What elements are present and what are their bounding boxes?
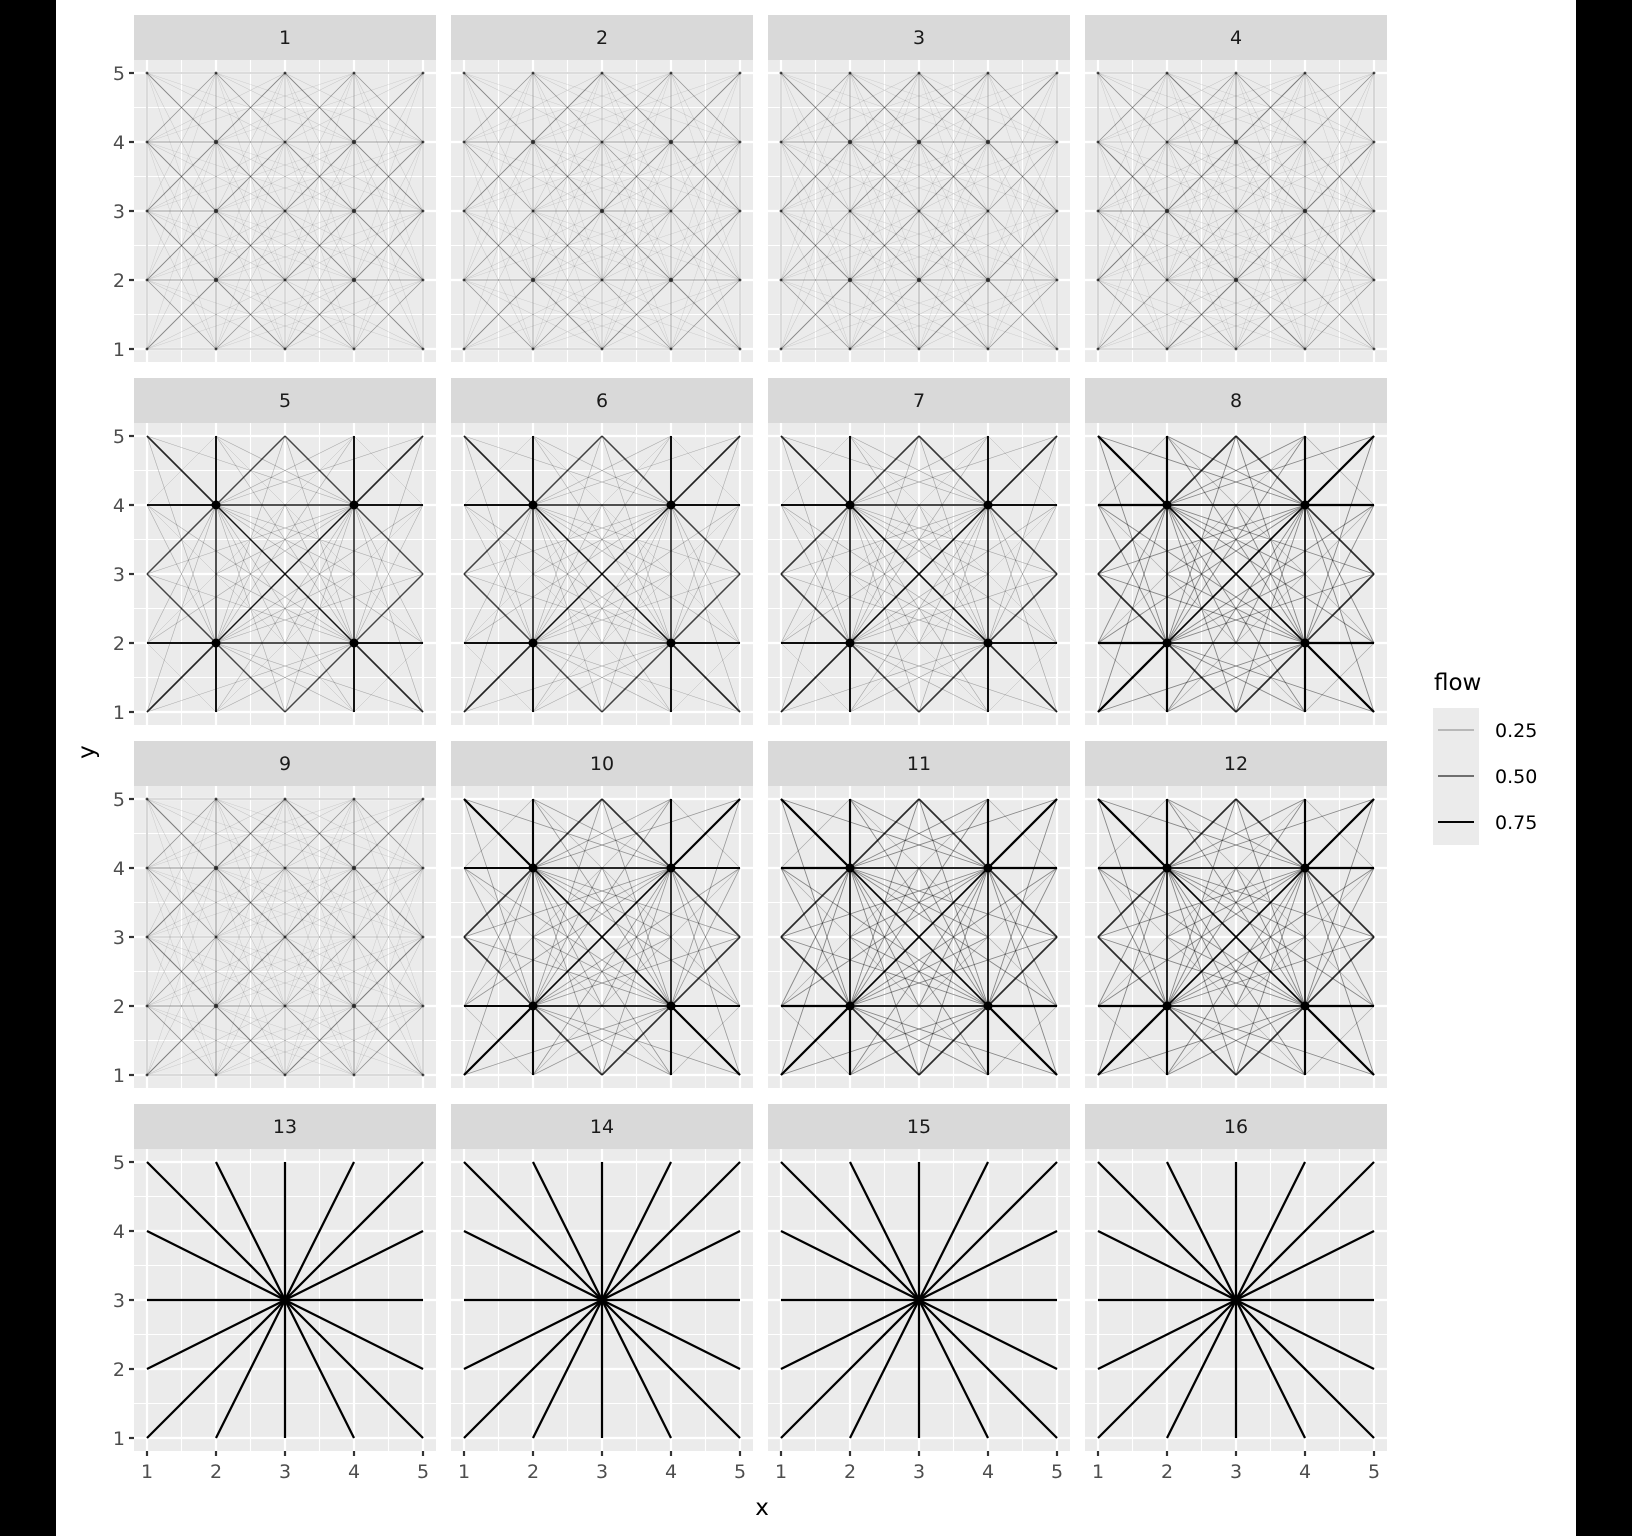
facet-strip-label: 8	[1229, 390, 1243, 412]
y-tick-label: 4	[112, 495, 125, 517]
facet-strip-label: 14	[589, 1116, 615, 1138]
x-tick-label: 2	[843, 1461, 857, 1483]
hub-node	[350, 501, 359, 510]
facet-panel-14	[451, 1104, 753, 1451]
y-tick-label: 1	[112, 1065, 125, 1087]
facet-strip-label: 2	[595, 27, 609, 49]
hub-node	[529, 1002, 538, 1011]
facet-strip-label: 10	[589, 753, 615, 775]
y-tick-label: 3	[112, 201, 125, 223]
x-tick-label: 4	[347, 1461, 361, 1483]
x-tick-label: 3	[278, 1461, 292, 1483]
y-tick-label: 4	[112, 858, 125, 880]
flow-edges	[147, 1162, 423, 1438]
x-tick-label: 2	[1160, 1461, 1174, 1483]
facet-panel-11	[768, 741, 1070, 1088]
y-tick-label: 3	[112, 564, 125, 586]
x-tick-label: 1	[774, 1461, 788, 1483]
x-axis-title: x	[755, 1495, 769, 1521]
facet-strip-label: 7	[912, 390, 926, 412]
facet-strip-label: 3	[912, 27, 926, 49]
x-tick-label: 3	[1229, 1461, 1243, 1483]
y-tick-label: 3	[112, 1290, 125, 1312]
plot-canvas	[56, 0, 1576, 1536]
facet-strip-label: 6	[595, 390, 609, 412]
flow-edges	[146, 798, 425, 1077]
x-tick-label: 5	[1050, 1461, 1064, 1483]
hub-node	[846, 501, 855, 510]
x-tick-label: 4	[664, 1461, 678, 1483]
hub-node	[212, 501, 221, 510]
facet-panel-10	[451, 741, 753, 1088]
hub-node	[1163, 639, 1172, 648]
facet-panel-6	[451, 378, 753, 725]
flow-edges	[146, 72, 425, 351]
facet-panel-2	[451, 15, 753, 362]
facet-strip-label: 1	[278, 27, 292, 49]
y-tick-label: 5	[112, 1152, 125, 1174]
y-axis-title: y	[74, 745, 100, 759]
y-tick-label: 5	[112, 63, 125, 85]
facet-panel-16	[1085, 1104, 1387, 1451]
facet-strip-label: 13	[272, 1116, 298, 1138]
y-tick-label: 4	[112, 1221, 125, 1243]
y-tick-label: 2	[112, 633, 125, 655]
facet-strip-label: 9	[278, 753, 292, 775]
hub-node	[1301, 501, 1310, 510]
x-tick-label: 5	[733, 1461, 747, 1483]
y-tick-label: 1	[112, 1428, 125, 1450]
legend-label: 0.25	[1495, 720, 1538, 742]
hub-node	[1163, 1002, 1172, 1011]
hub-node	[984, 1002, 993, 1011]
hub-node	[667, 639, 676, 648]
y-tick-label: 2	[112, 270, 125, 292]
facet-panel-4	[1085, 15, 1387, 362]
flow-edges	[1097, 72, 1376, 351]
x-tick-label: 3	[912, 1461, 926, 1483]
hub-node	[667, 1002, 676, 1011]
y-tick-label: 1	[112, 339, 125, 361]
y-tick-label: 1	[112, 702, 125, 724]
x-tick-label: 4	[981, 1461, 995, 1483]
hub-node	[529, 501, 538, 510]
hub-node	[846, 639, 855, 648]
hub-node	[915, 1296, 923, 1304]
hub-node	[529, 864, 538, 873]
hub-node	[350, 639, 359, 648]
flow-edges	[1098, 1162, 1374, 1438]
legend-title: flow	[1434, 670, 1482, 696]
y-axes	[113, 63, 134, 1450]
hub-node	[1301, 1002, 1310, 1011]
hub-node	[984, 864, 993, 873]
hub-node	[281, 1296, 289, 1304]
hub-node	[846, 1002, 855, 1011]
hub-node	[212, 639, 221, 648]
hub-node	[1163, 864, 1172, 873]
hub-node	[529, 639, 538, 648]
x-tick-label: 1	[140, 1461, 154, 1483]
y-tick-label: 5	[112, 789, 125, 811]
hub-node	[667, 501, 676, 510]
x-tick-label: 5	[1367, 1461, 1381, 1483]
facet-panels	[134, 15, 1387, 1451]
facet-network-chart	[56, 0, 1576, 1536]
hub-node	[1232, 1296, 1240, 1304]
facet-panel-9	[134, 741, 436, 1088]
hub-node	[1163, 501, 1172, 510]
y-tick-label: 5	[112, 426, 125, 448]
x-tick-label: 2	[526, 1461, 540, 1483]
hub-node	[1301, 639, 1310, 648]
flow-edges	[464, 1162, 740, 1438]
hub-node	[667, 864, 676, 873]
x-tick-label: 3	[595, 1461, 609, 1483]
hub-node	[984, 639, 993, 648]
facet-strip-label: 11	[906, 753, 932, 775]
facet-panel-3	[768, 15, 1070, 362]
facet-panel-13	[134, 1104, 436, 1451]
x-tick-label: 4	[1298, 1461, 1312, 1483]
flow-edges	[463, 72, 742, 351]
hub-node	[984, 501, 993, 510]
y-tick-label: 2	[112, 1359, 125, 1381]
x-tick-label: 5	[416, 1461, 430, 1483]
facet-strip-label: 4	[1229, 27, 1243, 49]
facet-panel-12	[1085, 741, 1387, 1088]
facet-strip-label: 16	[1223, 1116, 1249, 1138]
legend	[1433, 670, 1537, 845]
hub-node	[598, 1296, 606, 1304]
facet-panel-1	[134, 15, 436, 362]
facet-panel-8	[1085, 378, 1387, 725]
y-tick-label: 4	[112, 132, 125, 154]
x-tick-label: 1	[1091, 1461, 1105, 1483]
flow-edges	[780, 72, 1059, 351]
facet-strip-label: 12	[1223, 753, 1249, 775]
hub-node	[1301, 864, 1310, 873]
flow-edges	[781, 1162, 1057, 1438]
x-axes	[141, 1451, 1380, 1483]
y-tick-label: 2	[112, 996, 125, 1018]
facet-panel-7	[768, 378, 1070, 725]
facet-panel-15	[768, 1104, 1070, 1451]
legend-label: 0.50	[1495, 766, 1538, 788]
x-tick-label: 1	[457, 1461, 471, 1483]
facet-strip-label: 5	[278, 390, 292, 412]
y-tick-label: 3	[112, 927, 125, 949]
facet-strip-label: 15	[906, 1116, 932, 1138]
legend-label: 0.75	[1495, 812, 1538, 834]
hub-node	[846, 864, 855, 873]
x-tick-label: 2	[209, 1461, 223, 1483]
facet-panel-5	[134, 378, 436, 725]
